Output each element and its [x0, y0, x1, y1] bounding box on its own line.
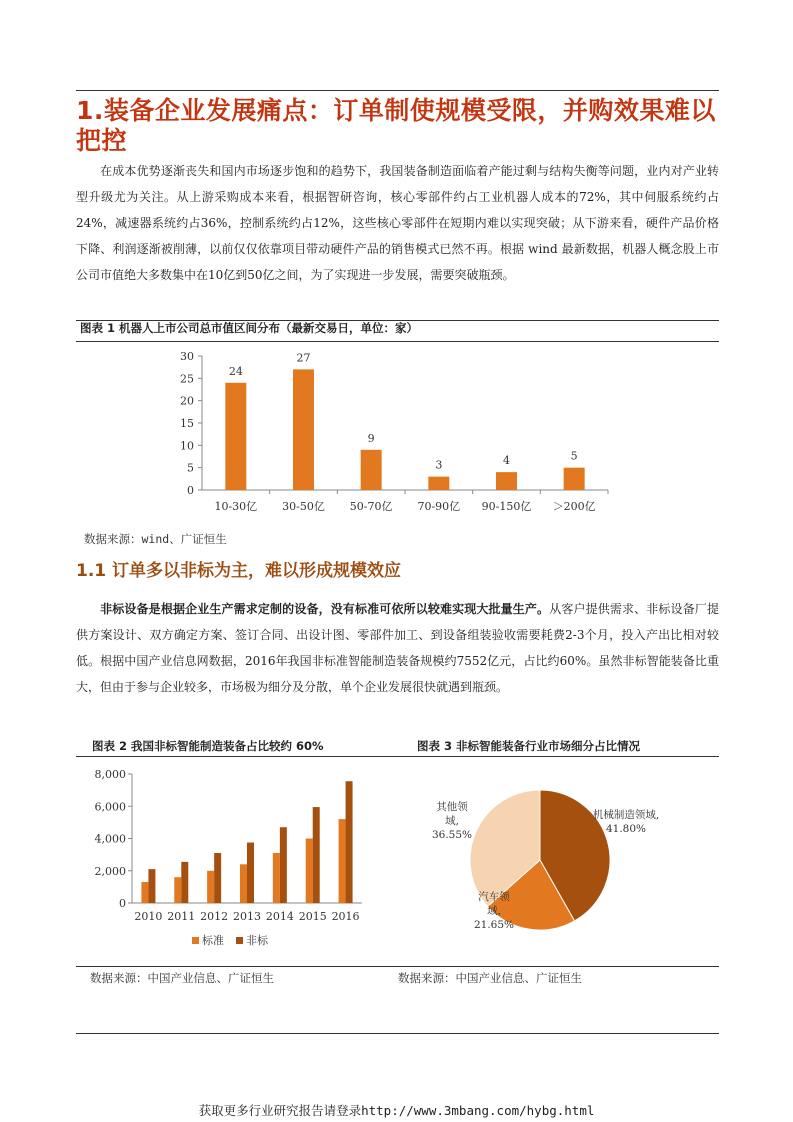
- chart2-y-tick-label: 8,000: [94, 768, 126, 781]
- footer-rule: [76, 1033, 719, 1034]
- figure1-caption-rule: [76, 341, 719, 342]
- figure1-chart: [150, 346, 620, 521]
- chart1-x-tick-label: 90-150亿: [481, 500, 532, 513]
- chart2-x-tick-label: 2015: [298, 910, 327, 923]
- header-rule: [76, 90, 719, 91]
- chart1-x-tick-label: ＞200亿: [552, 500, 596, 513]
- chart2-x-tick-label: 2013: [233, 910, 261, 923]
- chart2-bar-nonstandard: [313, 807, 320, 903]
- figure23-bottom-rule: [76, 966, 719, 967]
- chart2-y-tick-label: 0: [119, 897, 126, 910]
- chart2-bar-standard: [273, 853, 280, 903]
- chart1-bar: [361, 450, 382, 490]
- chart1-y-tick-label: 5: [187, 461, 194, 475]
- chart3-slice-label: 41.80%: [605, 823, 647, 835]
- chart1-data-label: 4: [503, 454, 510, 468]
- chart2-bar-nonstandard: [280, 827, 287, 903]
- subsection-title: 1.1 订单多以非标为主，难以形成规模效应: [76, 561, 402, 581]
- chart1-y-tick-label: 30: [180, 350, 194, 363]
- chart1-bar: [428, 477, 449, 490]
- chart2-bar-standard: [174, 877, 181, 903]
- chart2-y-tick-label: 6,000: [94, 800, 126, 814]
- chart2-bar-nonstandard: [214, 853, 221, 903]
- chart3-slice-label: 21.65%: [473, 919, 515, 931]
- chart3-slice-label: 域,: [445, 815, 459, 827]
- chart2-bar-standard: [306, 839, 313, 904]
- figure1-source: 数据来源：wind、广证恒生: [84, 532, 227, 546]
- chart1-bar: [293, 369, 314, 490]
- chart1-x-tick-label: 50-70亿: [349, 500, 393, 513]
- chart2-bar-standard: [339, 819, 346, 903]
- chart2-legend-label: 标准: [202, 934, 224, 947]
- chart3-slice-label: 域,: [487, 905, 501, 917]
- chart1-x-tick-label: 30-50亿: [282, 500, 325, 513]
- chart2-bar-standard: [207, 871, 214, 903]
- subsection-paragraph: [76, 596, 719, 700]
- subsection-paragraph-bold: 非标设备是根据企业生产需求定制的设备，没有标准可依所以较难实现大批量生产。: [100, 602, 550, 616]
- chart1-data-label: 5: [570, 449, 578, 463]
- chart3-slice-label: 机械制造领域,: [592, 809, 660, 821]
- chart2-x-tick-label: 2016: [331, 910, 360, 923]
- chart1-bar: [225, 383, 246, 490]
- chart2-legend-label: 非标: [246, 934, 268, 947]
- chart1-y-tick-label: 25: [180, 372, 194, 386]
- section-title: 1.装备企业发展痛点：订单制使规模受限，并购效果难以把控: [76, 96, 716, 155]
- chart3-slice-label: 36.55%: [431, 829, 473, 841]
- chart2-x-tick-label: 2014: [265, 910, 294, 923]
- chart2-legend-swatch: [236, 937, 243, 944]
- chart2-bar-nonstandard: [181, 862, 188, 903]
- chart2-y-tick-label: 2,000: [94, 864, 126, 878]
- figure2-source: 数据来源：中国产业信息、广证恒生: [90, 971, 274, 985]
- figure3-source: 数据来源：中国产业信息、广证恒生: [398, 971, 582, 985]
- chart1-x-tick-label: 70-90亿: [417, 500, 461, 513]
- chart1-bar: [564, 468, 585, 490]
- figure1-caption: 图表 1 机器人上市公司总市值区间分布（最新交易日，单位：家）: [80, 321, 419, 335]
- chart1-y-tick-label: 0: [187, 484, 194, 497]
- section-paragraph-text: 在成本优势逐渐丧失和国内市场逐步饱和的趋势下，我国装备制造面临着产能过剩与结构失衡等问题，业内对产业转型升级尤为关注。从上游采购成本来看，根据智研咨询，核心零部件约占工业机器人成本的72%，其中伺服系统约占24%，减速器系统约占36%，控制系统约占12%，这些核心零部件在短期内难以实现突破；从下游来看，硬件产品价格下降、利润逐渐被削薄，以前仅仅依靠项目带动硬件产品的销售模式已然不再。根据 wind 最新数据，机器人概念股上市公司市值绝大多数集中在10亿到50亿之间，为了实现进一步发展，需要突破瓶颈。: [76, 164, 719, 282]
- figure2-caption: 图表 2 我国非标智能制造装备占比较约 60%: [92, 739, 324, 753]
- chart1-data-label: 3: [435, 458, 443, 472]
- footer-link-text[interactable]: 获取更多行业研究报告请登录http://www.3mbang.com/hybg.html: [198, 1103, 595, 1118]
- chart2-bar-nonstandard: [247, 843, 254, 903]
- chart1-data-label: 27: [296, 351, 311, 365]
- chart2-legend-swatch: [192, 937, 199, 944]
- chart3-slice-label: 汽车领: [478, 891, 510, 903]
- chart2-bar-nonstandard: [148, 869, 155, 903]
- chart1-data-label: 9: [367, 431, 375, 445]
- chart2-x-tick-label: 2012: [200, 910, 229, 923]
- chart1-y-tick-label: 15: [180, 417, 194, 430]
- chart2-x-tick-label: 2010: [134, 910, 163, 923]
- figure3-caption: 图表 3 非标智能装备行业市场细分占比情况: [417, 739, 641, 753]
- chart1-data-label: 24: [228, 364, 243, 378]
- chart2-y-tick-label: 4,000: [94, 832, 126, 846]
- chart1-y-tick-label: 10: [180, 439, 194, 453]
- chart1-y-tick-label: 20: [180, 394, 194, 408]
- figure23-caption-rule: [76, 756, 719, 757]
- chart1-bar: [496, 472, 517, 490]
- subsection-paragraph-rest: 从客户提供需求、非标设备厂提供方案设计、双方确定方案、签订合同、出设计图、零部件加工、到设备组装验收需要耗费2-3个月，投入产出比相对较低。根据中国产业信息网数据，2016年我国非标准智能制造装备规模约7552亿元，占比约60%。虽然非标智能装备比重大，但由于参与企业较多，市场极为细分及分散，单个企业发展很快就遇到瓶颈。: [76, 602, 719, 694]
- chart2-bar-standard: [240, 864, 247, 903]
- chart2-bar-standard: [141, 882, 148, 903]
- chart2-x-tick-label: 2011: [167, 910, 196, 923]
- chart1-x-tick-label: 10-30亿: [214, 500, 258, 513]
- chart2-bar-nonstandard: [346, 781, 353, 903]
- chart3-slice-label: 其他领: [436, 801, 468, 813]
- figure3-chart: [400, 760, 720, 960]
- section-paragraph: [76, 158, 719, 288]
- figure2-chart: [80, 760, 370, 960]
